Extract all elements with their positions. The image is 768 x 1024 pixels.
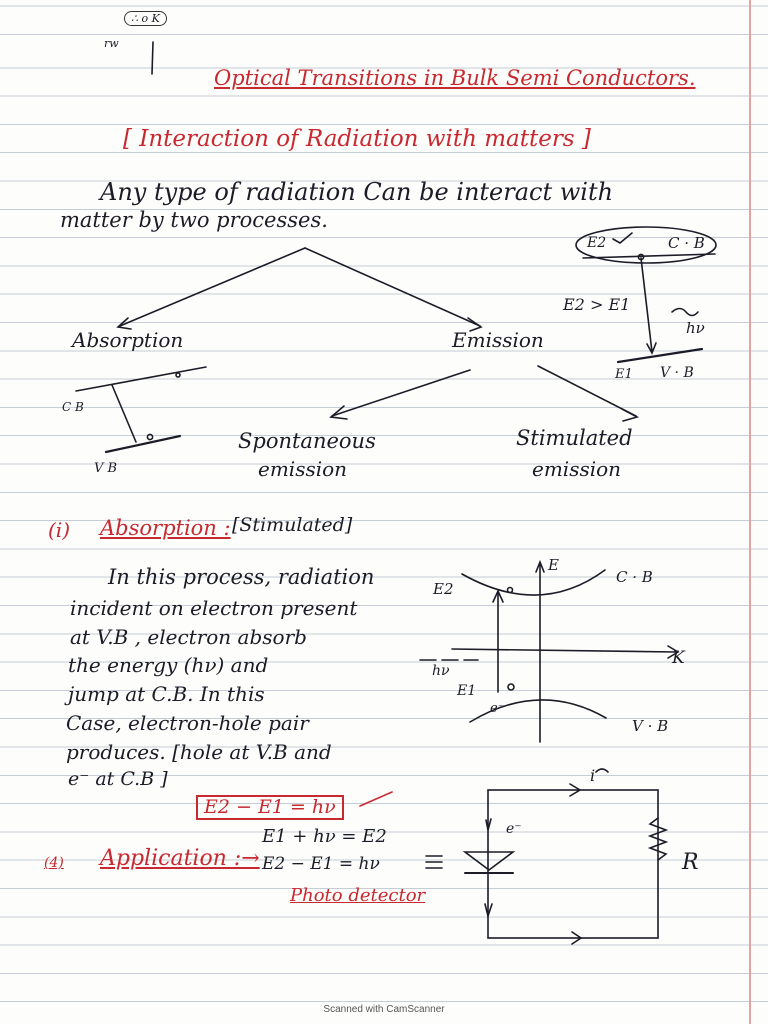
current-squiggle — [596, 769, 608, 772]
k-axis — [452, 649, 676, 652]
equation-line-1: E1 + hν = E2 — [262, 826, 387, 847]
red-check-stroke — [360, 792, 392, 806]
tree-arrow-right — [468, 318, 481, 331]
intro-line-1: Any type of radiation Can be interact with — [100, 178, 614, 206]
section-number: (i) — [48, 518, 71, 542]
application-marker: (4) — [44, 855, 64, 871]
valence-band-curve — [470, 700, 606, 722]
band-vb-label: V · B — [632, 717, 669, 735]
stimulated-label: Stimulated — [516, 426, 633, 450]
page-subtitle: [ Interaction of Radiation with matters ] — [123, 126, 591, 152]
equation-line-2: E2 − E1 = hν — [262, 854, 380, 874]
body-line: Case, electron-hole pair — [66, 711, 309, 735]
checkmark — [613, 233, 632, 243]
spontaneous-emission-label: emission — [258, 457, 348, 481]
stimulated-emission-label: emission — [532, 457, 622, 481]
excited-electron-dot — [508, 588, 513, 593]
body-line: produces. [hole at V.B and — [66, 740, 332, 764]
absorption-vb-label: V B — [94, 461, 118, 476]
boxed-equation: E2 − E1 = hν — [196, 795, 344, 820]
body-line: In this process, radiation — [108, 565, 375, 589]
arrowhead-right — [622, 409, 637, 421]
margin-note: rw — [104, 37, 119, 50]
emission-cb-label: C · B — [668, 234, 705, 252]
band-cb-label: C · B — [616, 568, 653, 586]
circuit-resistor-label: R — [682, 850, 699, 875]
emission-e1-level — [618, 349, 702, 362]
absorption-cb-level — [76, 367, 206, 391]
absorption-vb-level — [106, 436, 180, 452]
emission-condition: E2 > E1 — [563, 295, 631, 314]
band-e1-label: E1 — [457, 683, 477, 699]
band-electron-label: e⁻ — [490, 701, 505, 716]
absorption-electron-dot — [147, 434, 152, 439]
body-line: at V.B , electron absorb — [70, 625, 307, 649]
photo-detector-label: Photo detector — [290, 885, 426, 906]
page-title: Optical Transitions in Bulk Semi Conductors. — [214, 66, 696, 90]
emitted-photon-wave — [672, 309, 698, 316]
absorption-cb-label: C B — [62, 400, 84, 414]
emission-e2-label: E2 — [587, 235, 607, 251]
branch-absorption: Absorption — [72, 328, 184, 352]
absorption-transition — [112, 385, 136, 442]
tree-line-left — [120, 248, 305, 326]
body-line: e⁻ at C.B ] — [68, 768, 168, 790]
band-e2-label: E2 — [433, 580, 454, 598]
emission-e1-label: E1 — [615, 367, 633, 382]
circuit-loop — [488, 790, 658, 938]
spontaneous-label: Spontaneous — [238, 429, 376, 453]
conduction-band-curve — [462, 570, 605, 595]
circuit-current-label: i — [590, 766, 596, 785]
section-heading: Absorption : — [100, 516, 231, 540]
circuit-electron-label: e⁻ — [506, 821, 522, 837]
margin-stroke — [152, 42, 153, 74]
emission-branch-left — [332, 370, 470, 416]
emission-vb-label: V · B — [660, 365, 694, 381]
emission-branch-right — [538, 366, 636, 416]
tree-line-right — [305, 248, 480, 326]
body-line: jump at C.B. In this — [68, 682, 265, 706]
incident-light-marks — [426, 856, 442, 868]
branch-emission: Emission — [452, 328, 544, 352]
band-hv-label: hν — [432, 663, 450, 679]
emission-hv-label: hν — [686, 319, 705, 337]
intro-line-2: matter by two processes. — [60, 208, 328, 232]
section-heading-note: [Stimulated] — [232, 514, 353, 536]
margin-scribble: ∴ o K — [124, 11, 167, 26]
body-line: the energy (hν) and — [68, 653, 269, 677]
energy-axis-label: E — [548, 556, 559, 574]
emission-transition-arrow — [641, 258, 652, 352]
scanner-footer: Scanned with CamScanner — [323, 1004, 445, 1015]
diode-triangle — [465, 852, 513, 870]
body-line: incident on electron present — [70, 596, 358, 620]
k-axis-label: K — [672, 648, 685, 668]
application-label: Application :→ — [100, 846, 260, 871]
hole-dot — [508, 684, 514, 690]
absorption-dot — [176, 373, 180, 377]
